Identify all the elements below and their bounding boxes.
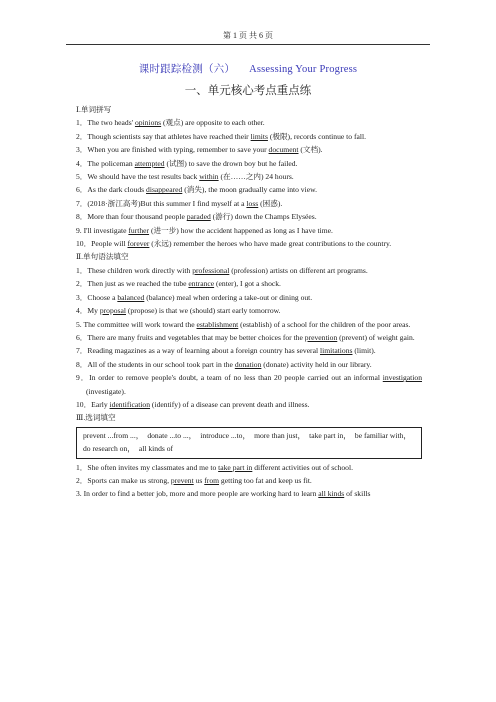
exercise-item [76, 318, 422, 331]
item-text: 10．People will [76, 239, 128, 249]
word-bank-phrase: take part in， [309, 430, 351, 440]
exercise-item [76, 197, 422, 210]
word-bank-phrase: all kinds of [138, 444, 174, 454]
item-text: (investigate). [86, 386, 126, 396]
item-text: 6．As the dark clouds [76, 185, 147, 195]
exercise-item [76, 461, 422, 474]
answer-blank: paraded [186, 212, 211, 222]
item-text: (观点) are opposite to each other. [161, 118, 265, 128]
item-text: different activities out of school. [252, 462, 353, 472]
answer-blank: opinions [134, 118, 162, 128]
item-text: 2．Sports can make us strong, [76, 475, 171, 485]
item-text: (极限), records continue to fall. [267, 131, 366, 141]
exercise-item [76, 474, 422, 487]
item-text: 9. I'll investigate [76, 225, 129, 235]
exercise-item [76, 157, 422, 170]
exercise-item [76, 487, 422, 500]
item-text: (profession) artists on different art programs. [229, 265, 368, 275]
item-text: (永远) remember the heroes who have made great contributions to the country. [149, 239, 392, 249]
section-heading-1: Ⅰ.单词拼写 [76, 105, 112, 114]
answer-blank: all kinds [318, 489, 345, 499]
answer-blank: loss [246, 198, 259, 208]
exercise-item [76, 331, 422, 344]
answer-blank: further [128, 225, 150, 235]
exercise-item [76, 143, 422, 156]
exercise-item [76, 116, 422, 129]
item-text: 3．When you are finished with typing, remember to save your [76, 145, 269, 155]
exercise-item [76, 344, 422, 357]
item-text: (prevent) of weight gain. [337, 332, 415, 342]
header-divider [66, 44, 430, 45]
answer-blank: within [199, 172, 219, 182]
title-sub: Assessing Your Progress [249, 64, 358, 75]
exercise-item [76, 304, 422, 317]
section-heading-2: Ⅱ.单句语法填空 [76, 252, 129, 262]
item-text: 5．We should have the test results back [76, 172, 200, 182]
item-text: 8．More than four thousand people [76, 212, 187, 222]
exercise-item [76, 210, 422, 223]
answer-blank: professional [192, 265, 230, 275]
item-text: 2．Though scientists say that athletes have reached their [76, 131, 251, 141]
item-text: (进一步) how the accident happened as long as I have time. [149, 225, 333, 235]
item-text: of skills [344, 489, 371, 499]
item-text: (donate) activity held in our library. [261, 359, 372, 369]
exercise-item [76, 170, 422, 183]
exercise-item [76, 291, 422, 304]
item-text: 8．All of the students in our school took part in the [76, 359, 235, 369]
item-text: (试图) to save the drown boy but he failed. [164, 158, 298, 168]
exercise-item [76, 277, 422, 290]
item-text: (establish) of a school for the children of the poor areas. [238, 319, 411, 329]
item-text: 4．The policeman [76, 158, 135, 168]
item-text: 1．The two heads' [76, 118, 135, 128]
item-text: (文档). [298, 145, 323, 155]
item-text: (困惑). [258, 198, 283, 208]
word-bank-box [76, 427, 422, 459]
exercise-item [76, 358, 422, 371]
section-subtitle: 一、单元核心考点重点练 [184, 85, 312, 97]
item-text: 2．Then just as we reached the tube [76, 279, 189, 289]
item-text: 1．She often invites my classmates and me to [76, 462, 219, 472]
item-text: (propose) is that we (should) start early tomorrow. [126, 306, 281, 316]
item-text: 3. In order to find a better job, more and more people are working hard to learn [76, 489, 319, 499]
answer-blank: balanced [117, 292, 145, 302]
item-text: (limit). [352, 346, 376, 356]
item-text: (消失), the moon gradually came into view. [182, 185, 317, 195]
section-2-items [76, 264, 422, 411]
exercise-item [76, 371, 422, 398]
item-text: (游行) down the Champs Elysées. [210, 212, 317, 222]
word-bank-phrase: donate ...to ...， [147, 430, 197, 440]
answer-blank: identification [109, 399, 151, 409]
answer-blank: disappeared [146, 185, 183, 195]
exercise-item [76, 237, 422, 250]
item-text: 6．There are many fruits and vegetables that may be better choices for the [76, 332, 305, 342]
item-text: 7．Reading magazines as a way of learning about a foreign country has several [76, 346, 320, 356]
answer-blank: attempted [134, 158, 165, 168]
exercise-item [76, 183, 422, 196]
section-1-items [76, 116, 422, 250]
item-text: us [193, 475, 205, 485]
item-text: 9．In order to remove people's doubt, a team of no less than 20 people carried out an informal [76, 373, 383, 383]
title-main: 课时跟踪检测（六） [138, 64, 236, 75]
answer-blank: investigation [382, 373, 422, 383]
answer-blank: prevention [304, 332, 338, 342]
item-text: 4．My [76, 306, 100, 316]
word-bank-phrase: introduce ...to， [200, 430, 251, 440]
item-text: (在……之内) 24 hours. [218, 172, 294, 182]
item-text: 5. The committee will work toward the [76, 319, 197, 329]
answer-blank: entrance [188, 279, 215, 289]
section-3-items [76, 461, 422, 501]
exercise-item [76, 224, 422, 237]
word-bank-phrase: be familiar with， [354, 430, 411, 440]
page-header: 第 1 页 共 6 页 [223, 31, 273, 40]
item-text: 7．(2018·浙江高考)But this summer I find myself at a [76, 198, 247, 208]
answer-blank: donation [234, 359, 262, 369]
answer-blank: establishment [196, 319, 239, 329]
answer-blank: document [268, 145, 299, 155]
answer-blank: limits [250, 131, 268, 141]
exercise-content [76, 103, 422, 501]
answer-blank: prevent [170, 475, 194, 485]
word-bank-phrase: prevent ...from ...， [83, 430, 144, 440]
item-text: (balance) meal when ordering a take-out or dining out. [144, 292, 313, 302]
answer-blank: from [204, 475, 220, 485]
word-bank-phrase: do research on， [83, 444, 135, 454]
answer-blank: take part in [218, 462, 253, 472]
item-text: 1．These children work directly with [76, 265, 193, 275]
exercise-item [76, 130, 422, 143]
section-heading-3: Ⅲ.选词填空 [76, 413, 116, 423]
item-text: 3．Choose a [76, 292, 118, 302]
answer-blank: forever [127, 239, 150, 249]
item-text: (enter), I got a shock. [214, 279, 281, 289]
item-text: (identify) of a disease can prevent death and illness. [150, 399, 310, 409]
exercise-item [76, 398, 422, 411]
item-text: 10．Early [76, 399, 110, 409]
answer-blank: limitations [319, 346, 353, 356]
exercise-item [76, 264, 422, 277]
item-text: getting too fat and keep us fit. [219, 475, 312, 485]
word-bank-phrase: more than just， [254, 430, 306, 440]
document-title [0, 61, 496, 76]
answer-blank: proposal [99, 306, 126, 316]
